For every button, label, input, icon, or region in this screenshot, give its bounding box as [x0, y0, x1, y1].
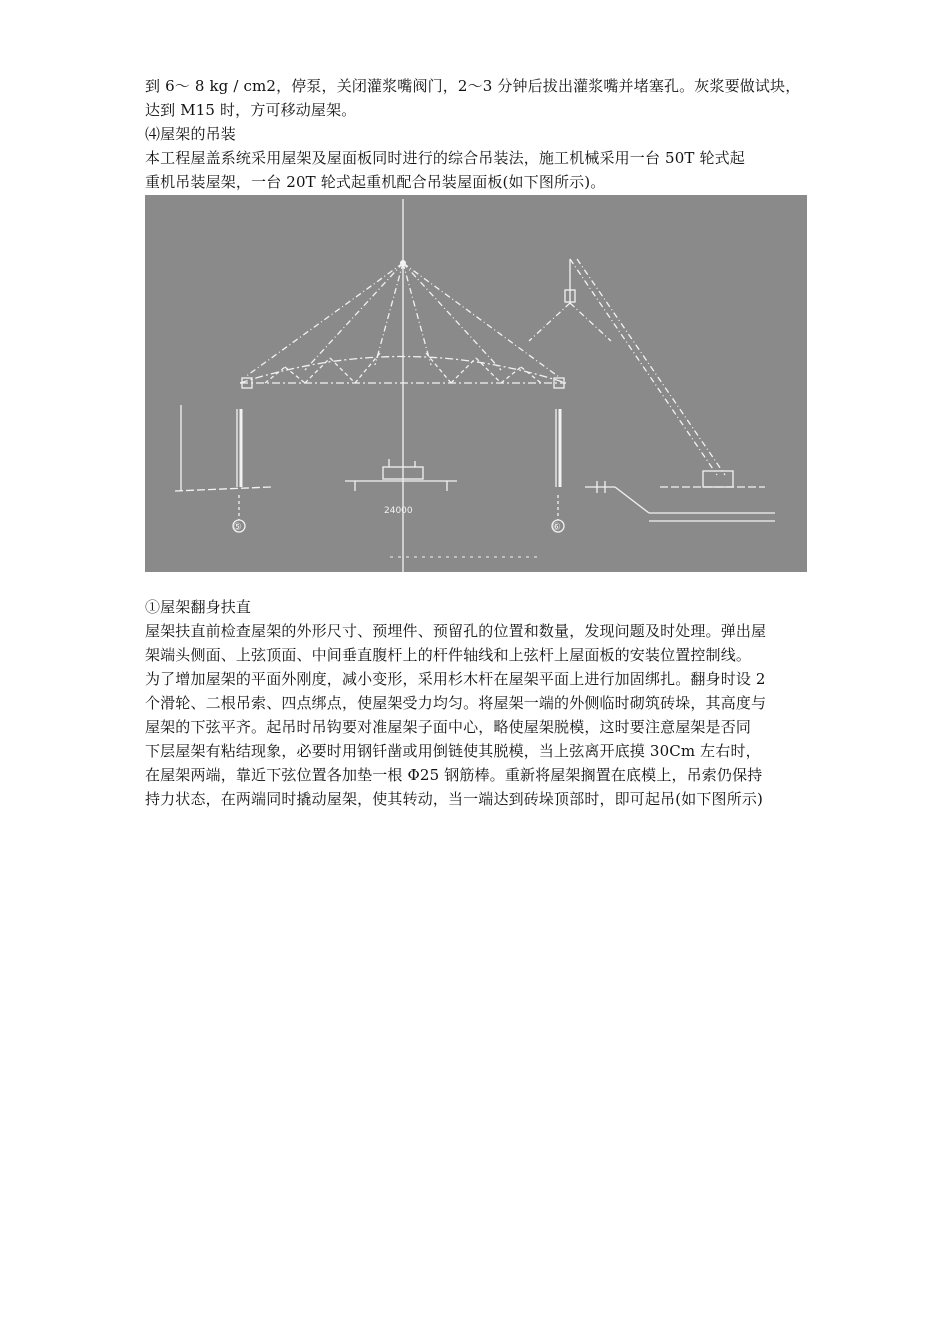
text-line: 重机吊装屋架，一台 20T 轮式起重机配合吊装屋面板(如下图所示)。	[145, 173, 606, 191]
panel-crane-body	[703, 471, 733, 487]
text-line: 在屋架两端，靠近下弦位置各加垫一根 Φ25 钢筋棒。重新将屋架搁置在底模上，吊索仍保持	[145, 766, 763, 784]
sling-lines	[245, 263, 559, 377]
hook-point	[400, 260, 406, 266]
text-line: 为了增加屋架的平面外刚度，减小变形，采用杉木杆在屋架平面上进行加固绑扎。翻身时设 2	[145, 670, 766, 688]
text-line: 本工程屋盖系统采用屋架及屋面板同时进行的综合吊装法，施工机械采用一台 50T 轮式起	[145, 149, 745, 167]
paragraph-truss-righting	[145, 619, 810, 811]
text-line: 达到 M15 时，方可移动屋架。	[145, 101, 357, 119]
roof-panel-sling	[529, 303, 570, 341]
text-line: 持力状态，在两端同时撬动屋架，使其转动，当一端达到砖垛顶部时，即可起吊(如下图所示)	[145, 790, 764, 808]
paragraph-grout	[145, 74, 810, 122]
panel-crane-boom	[570, 259, 717, 475]
text-line: 个滑轮、二根吊索、四点绑点，使屋架受力均匀。将屋架一端的外侧临时砌筑砖垛，其高度与	[145, 694, 767, 712]
text-line: 架端头侧面、上弦顶面、中间垂直腹杆上的杆件轴线和上弦杆上屋面板的安装位置控制线。	[145, 646, 752, 664]
document-page	[145, 74, 810, 811]
hoisting-diagram	[145, 195, 807, 572]
axis-label-5: ⑤	[233, 522, 242, 533]
span-dimension-label: 24000	[384, 506, 413, 516]
text-line: 下层屋架有粘结现象，必要时用钢钎凿或用倒链使其脱模，当上弦离开底摸 30Cm 左右时，	[145, 742, 761, 760]
text-line: 到 6～ 8 kg / cm2，停泵，关闭灌浆嘴阀门，2～3 分钟后拔出灌浆嘴并堵塞孔。灰浆要做试块，	[145, 77, 801, 95]
paragraph-hoisting	[145, 146, 810, 194]
section-heading-truss-righting: ①屋架翻身扶直	[145, 598, 252, 616]
text-line: 屋架扶直前检查屋架的外形尺寸、预埋件、预留孔的位置和数量，发现问题及时处理。弹出屋	[145, 622, 767, 640]
section-heading-hoisting: ⑷屋架的吊装	[145, 125, 236, 143]
text-line: 屋架的下弦平齐。起吊时吊钩要对准屋架子面中心，略使屋架脱模，这时要注意屋架是否同	[145, 718, 752, 736]
axis-label-6: ⑥	[552, 522, 561, 533]
hoisting-diagram-drawing	[145, 195, 807, 572]
